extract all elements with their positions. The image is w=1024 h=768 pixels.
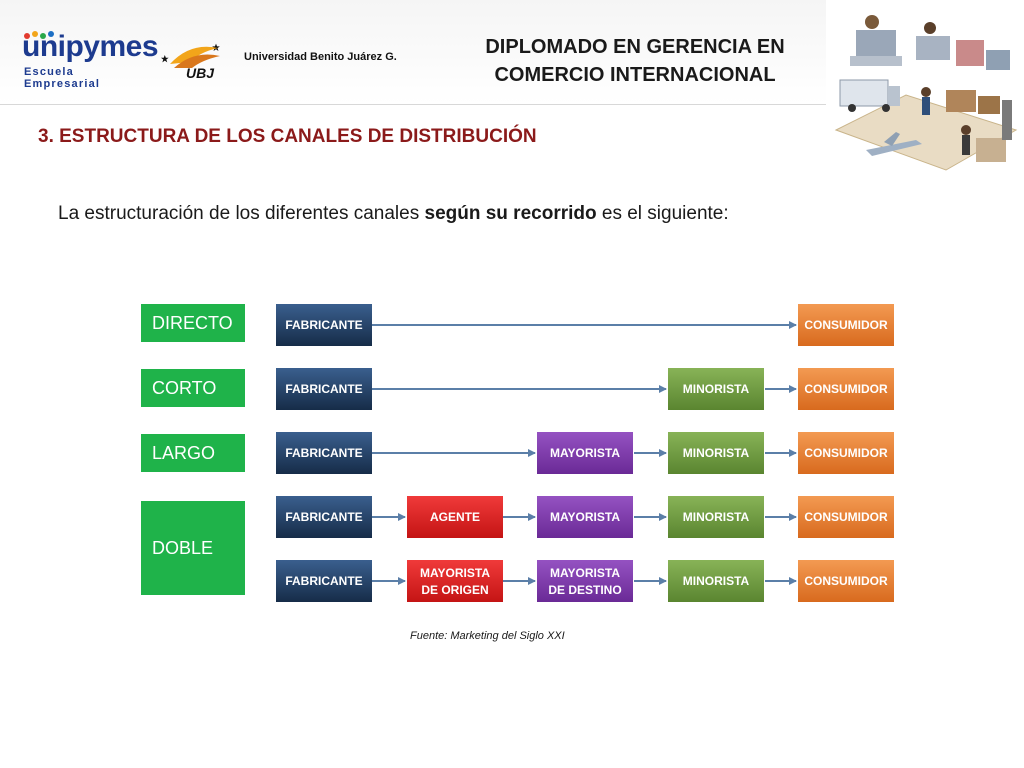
university-name: Universidad Benito Juárez G.	[244, 51, 397, 63]
ubj-initials: UBJ	[185, 65, 215, 81]
box-label: MINORISTA	[682, 446, 750, 460]
box-consumidor-doble-2	[798, 560, 894, 602]
channel-label-doble: DOBLE	[141, 501, 245, 595]
box-fabricante-doble-2	[276, 560, 372, 602]
box-label: FABRICANTE	[285, 382, 363, 396]
box-label: MINORISTA	[682, 574, 750, 588]
box-fabricante-doble-1	[276, 496, 372, 538]
box-label: FABRICANTE	[285, 574, 363, 588]
box-label: CONSUMIDOR	[804, 574, 888, 588]
box-label: AGENTE	[429, 510, 481, 524]
box-fabricante-corto	[276, 368, 372, 410]
box-label: MAYORISTA	[549, 446, 621, 460]
box-mayorista-largo	[537, 432, 633, 474]
source-note: Fuente: Marketing del Siglo XXI	[410, 630, 565, 642]
section-title: 3. ESTRUCTURA DE LOS CANALES DE DISTRIBUCIÓN	[38, 126, 537, 147]
intro-before: La estructuración de los diferentes canales	[58, 203, 425, 224]
box-label: CONSUMIDOR	[804, 382, 888, 396]
box-mayorista-doble-1	[537, 496, 633, 538]
box-minorista-doble-1	[668, 496, 764, 538]
logo-subtitle: Escuela Empresarial	[24, 66, 101, 90]
box-minorista-largo	[668, 432, 764, 474]
box-consumidor-doble-1	[798, 496, 894, 538]
box-label-line2: DE ORIGEN	[421, 583, 489, 597]
box-label: CONSUMIDOR	[804, 510, 888, 524]
box-label: FABRICANTE	[285, 446, 363, 460]
box-label-line1: MAYORISTA	[549, 566, 621, 580]
box-consumidor-directo	[798, 304, 894, 346]
box-label: CONSUMIDOR	[804, 318, 888, 332]
box-fabricante-largo	[276, 432, 372, 474]
box-label-line2: DE DESTINO	[548, 583, 622, 597]
intro-after: es el siguiente:	[596, 203, 729, 224]
intro-bold: según su recorrido	[424, 203, 597, 224]
channel-label-corto: CORTO	[141, 369, 245, 407]
channel-label-directo: DIRECTO	[141, 304, 245, 342]
box-label: FABRICANTE	[285, 510, 363, 524]
channel-label-largo: LARGO	[141, 434, 245, 472]
box-label-line1: MAYORISTA	[419, 566, 491, 580]
box-minorista-corto	[668, 368, 764, 410]
title-line-2: COMERCIO INTERNACIONAL	[494, 64, 776, 86]
box-mayorista-destino	[537, 560, 633, 602]
box-consumidor-corto	[798, 368, 894, 410]
box-agente-doble	[407, 496, 503, 538]
box-minorista-doble-2	[668, 560, 764, 602]
box-label: FABRICANTE	[285, 318, 363, 332]
box-label: MINORISTA	[682, 382, 750, 396]
box-mayorista-origen	[407, 560, 503, 602]
title-line-1: DIPLOMADO EN GERENCIA EN	[485, 36, 785, 58]
box-label: CONSUMIDOR	[804, 446, 888, 460]
box-label: MAYORISTA	[549, 510, 621, 524]
box-fabricante-directo	[276, 304, 372, 346]
logo-text: unipymes	[22, 30, 159, 63]
box-consumidor-largo	[798, 432, 894, 474]
box-label: MINORISTA	[682, 510, 750, 524]
